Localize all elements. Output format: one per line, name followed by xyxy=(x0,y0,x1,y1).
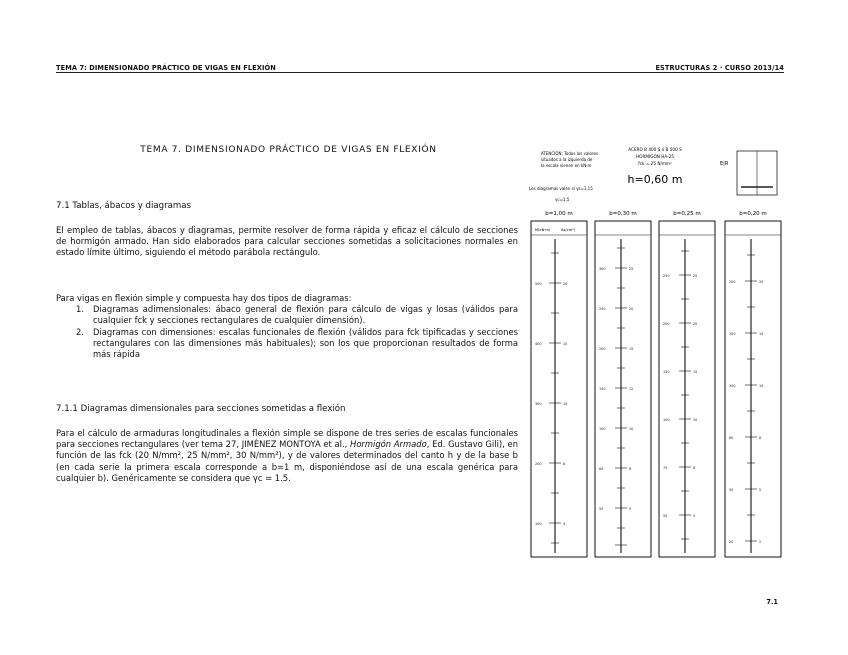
svg-text:8: 8 xyxy=(629,467,632,471)
list-item-number: 1. xyxy=(76,304,84,315)
paragraph-intro: El empleo de tablas, ábacos y diagramas, permite resolver de forma rápida y eficaz el cálculo de secciones de hormigón armado. Han sido elaborados para calcular secciones sometidas a solicitaciones normales en estado límite último, siguiendo el método parábola rectángulo. xyxy=(56,225,518,258)
left-note-line: la escala vienen en kN·m xyxy=(541,163,592,168)
column-title: b=1,00 m xyxy=(545,211,573,217)
running-header-left: TEMA 7: DIMENSIONADO PRÁCTICO DE VIGAS EN FLEXIÓN xyxy=(56,64,276,72)
svg-text:250: 250 xyxy=(663,274,670,278)
scale-column-frame xyxy=(725,221,781,557)
svg-text:100: 100 xyxy=(599,427,606,431)
list-item-text: Diagramas adimensionales: ábaco general de flexión para cálculo de vigas y losas (válidos para cualquier fck y secciones rectangulares de cualquier dimensión). xyxy=(93,304,518,326)
svg-text:50: 50 xyxy=(729,488,734,492)
svg-text:150: 150 xyxy=(729,332,736,336)
left-note-gamma-s: Los diagramas valen si γs=1,15 xyxy=(529,186,593,191)
functional-scales-diagram xyxy=(527,143,789,561)
section-heading-7-1-1: 7.1.1 Diagramas dimensionales para secciones sometidas a flexión xyxy=(56,404,346,414)
svg-text:500: 500 xyxy=(535,282,542,286)
column-title: b=0,30 m xyxy=(609,211,637,217)
svg-text:5: 5 xyxy=(693,514,696,518)
svg-text:80: 80 xyxy=(729,436,734,440)
svg-text:25: 25 xyxy=(629,267,634,271)
svg-text:12: 12 xyxy=(629,387,634,391)
diagram-types-block xyxy=(56,293,518,360)
page-number: 7.1 xyxy=(766,598,778,606)
svg-text:8: 8 xyxy=(563,462,566,466)
svg-text:8: 8 xyxy=(759,436,762,440)
svg-text:200: 200 xyxy=(729,280,736,284)
scale-ticks xyxy=(549,248,757,545)
left-note-gamma-c: γc=1,5 xyxy=(555,197,570,202)
svg-text:100: 100 xyxy=(535,522,542,526)
functional-scales-figure xyxy=(527,143,789,561)
svg-text:15: 15 xyxy=(693,370,698,374)
paragraph-7-1 xyxy=(56,225,518,259)
unit-label: M(kN·m) xyxy=(535,228,551,232)
svg-text:400: 400 xyxy=(535,342,542,346)
column-title: b=0,25 m xyxy=(673,211,701,217)
diagram-types-intro: Para vigas en flexión simple y compuesta hay dos tipos de diagramas: xyxy=(56,293,352,303)
section-sketch-label: E|R xyxy=(720,161,729,167)
left-note-line: ATENCIÓN: Todos los valores xyxy=(541,151,599,156)
svg-text:50: 50 xyxy=(599,507,604,511)
svg-text:15: 15 xyxy=(629,347,634,351)
svg-text:80: 80 xyxy=(599,467,604,471)
svg-text:250: 250 xyxy=(599,307,606,311)
scale-column-frame xyxy=(531,221,587,557)
list-item-number: 2. xyxy=(76,326,84,337)
list-item xyxy=(56,327,518,361)
svg-text:150: 150 xyxy=(599,387,606,391)
center-header-line: HORMIGÓN HA-25 xyxy=(636,154,674,159)
svg-text:20: 20 xyxy=(729,540,734,544)
section-heading-7-1: 7.1 Tablas, ábacos y diagramas xyxy=(56,201,192,211)
svg-text:15: 15 xyxy=(563,342,568,346)
svg-text:75: 75 xyxy=(663,466,668,470)
svg-text:50: 50 xyxy=(663,514,668,518)
list-item-text: Diagramas con dimensiones: escalas funcionales de flexión (válidos para fck tipificadas y secciones rectangulares con las dimensiones más habituales); son los que proporcionan resultados de forma más rápida xyxy=(93,326,518,360)
center-header-line: fck = 25 N/mm² xyxy=(638,161,672,166)
svg-text:20: 20 xyxy=(629,307,634,311)
svg-text:5: 5 xyxy=(629,507,632,511)
svg-text:300: 300 xyxy=(599,267,606,271)
svg-text:20: 20 xyxy=(563,282,568,286)
svg-text:4: 4 xyxy=(563,522,566,526)
paragraph-functional-scales xyxy=(56,428,518,484)
scale-tick-labels xyxy=(535,267,763,544)
svg-text:200: 200 xyxy=(599,347,606,351)
header-divider xyxy=(56,72,784,73)
column-title: b=0,20 m xyxy=(739,211,767,217)
svg-text:100: 100 xyxy=(663,418,670,422)
svg-text:200: 200 xyxy=(535,462,542,466)
center-header-line: ACERO B 400 S ó B 500 S xyxy=(628,147,682,152)
svg-text:10: 10 xyxy=(759,384,764,388)
paragraph-7-1-1 xyxy=(56,428,518,484)
svg-text:10: 10 xyxy=(693,418,698,422)
center-depth-value: h=0,60 m xyxy=(627,173,683,186)
paragraph-part-b: , Ed. Gustavo Gili), en función de las fck (20 N/mm², 25 N/mm², 30 N/mm²), y de valores determinados del canto h y de la base b (en cada serie la primera escala corresponde a b=1 m, disponiéndose así de una escala genérica para cualquier b). Genéricamente se considera que γc = 1.5. xyxy=(56,439,518,483)
left-note-line: situados a la izquierda de xyxy=(541,157,593,162)
svg-text:5: 5 xyxy=(759,488,762,492)
unit-label: As(cm²) xyxy=(561,228,576,232)
paragraph-part-a: Para el cálculo de armaduras longitudinales a flexión simple se dispone de tres series de escalas funcionales para secciones rectangulares (ver tema 27, JIMÉNEZ MONTOYA et al., xyxy=(56,428,518,450)
scale-column-frame xyxy=(659,221,715,557)
svg-text:10: 10 xyxy=(563,402,568,406)
svg-text:8: 8 xyxy=(693,466,696,470)
svg-text:150: 150 xyxy=(663,370,670,374)
running-header-right: ESTRUCTURAS 2 · CURSO 2013/14 xyxy=(655,64,784,72)
svg-text:2: 2 xyxy=(759,540,762,544)
svg-text:20: 20 xyxy=(693,322,698,326)
page-title: TEMA 7. DIMENSIONADO PRÁCTICO DE VIGAS EN FLEXIÓN xyxy=(140,145,437,155)
svg-text:25: 25 xyxy=(693,274,698,278)
diagram-types-list xyxy=(56,304,518,360)
svg-text:15: 15 xyxy=(759,332,764,336)
svg-text:200: 200 xyxy=(663,322,670,326)
svg-text:300: 300 xyxy=(535,402,542,406)
list-item xyxy=(56,304,518,326)
svg-text:10: 10 xyxy=(629,427,634,431)
book-title: Hormigón Armado xyxy=(350,439,427,450)
svg-text:100: 100 xyxy=(729,384,736,388)
svg-text:20: 20 xyxy=(759,280,764,284)
